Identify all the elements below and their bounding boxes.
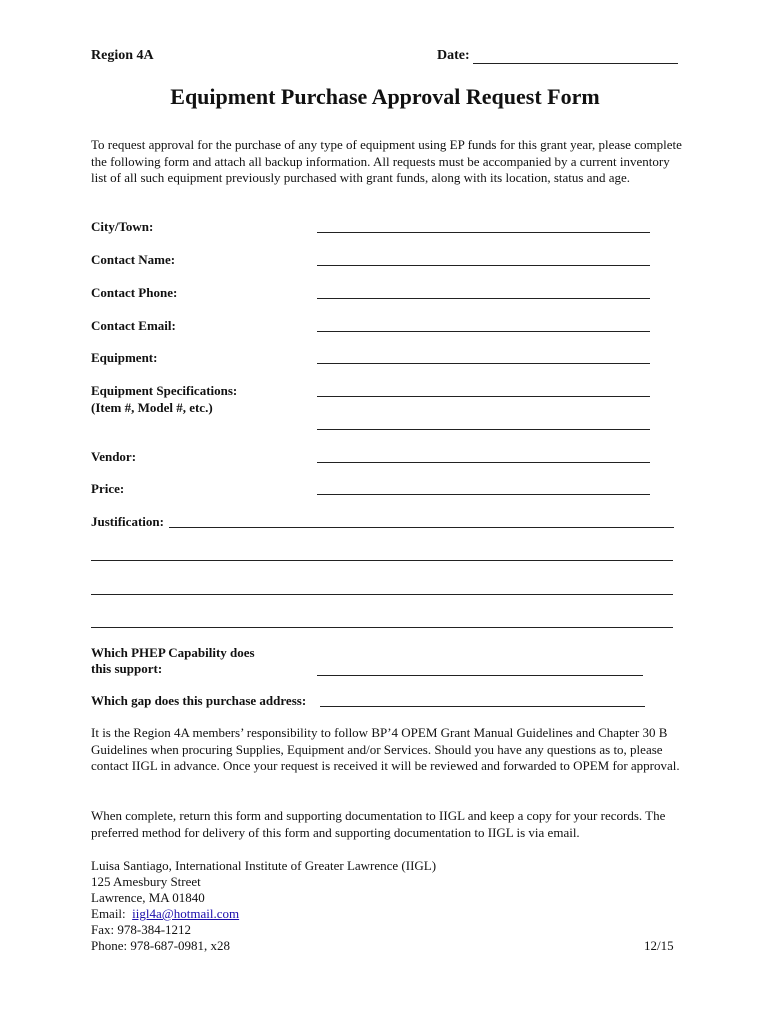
- contact-city: Lawrence, MA 01840: [91, 890, 205, 905]
- return-paragraph: When complete, return this form and supporting documentation to IIGL and keep a copy for your records. The preferred method for delivery of this form and supporting documentation to IIGL is via email.: [91, 808, 666, 840]
- justification-label: Justification:: [91, 514, 164, 529]
- contact-email-label-text: Email:: [91, 906, 126, 921]
- contact-fax: Fax: 978-384-1212: [91, 922, 192, 937]
- price-label: Price:: [91, 481, 125, 496]
- revision-date: 12/15: [644, 938, 674, 953]
- vendor-input-line[interactable]: [317, 462, 650, 463]
- intro-paragraph: To request approval for the purchase of any type of equipment using EP funds for this grant year, please complete the following form and attach all backup information. All requests must be accompanied by a current inventory list of all such equipment previously purchased with grant funds, along with its location, status and age.: [91, 137, 682, 185]
- gap-input-line[interactable]: [320, 706, 645, 707]
- phep-sublabel: this support:: [91, 661, 163, 676]
- equipment-label: Equipment:: [91, 350, 158, 365]
- city-input-line[interactable]: [317, 232, 650, 233]
- contact-name-org: Luisa Santiago, International Institute of Greater Lawrence (IIGL): [91, 858, 437, 873]
- phep-label: Which PHEP Capability does: [91, 645, 255, 660]
- specs-input-line-1[interactable]: [317, 396, 650, 397]
- specs-sublabel: (Item #, Model #, etc.): [91, 400, 213, 415]
- price-input-line[interactable]: [317, 494, 650, 495]
- city-label: City/Town:: [91, 219, 154, 234]
- equipment-input-line[interactable]: [317, 363, 650, 364]
- contact-email-input-line[interactable]: [317, 331, 650, 332]
- region-label: Region 4A: [91, 48, 154, 63]
- justification-input-line-1[interactable]: [169, 527, 674, 528]
- form-title: Equipment Purchase Approval Request Form: [170, 84, 600, 109]
- contact-name-input-line[interactable]: [317, 265, 650, 266]
- contact-email-row: [91, 906, 436, 922]
- specs-label: Equipment Specifications:: [91, 383, 238, 398]
- contact-phone: Phone: 978-687-0981, x28: [91, 938, 231, 953]
- contact-phone-label: Contact Phone:: [91, 285, 178, 300]
- contact-name-label: Contact Name:: [91, 252, 176, 267]
- vendor-label: Vendor:: [91, 449, 137, 464]
- phep-input-line[interactable]: [317, 675, 643, 676]
- contact-street: 125 Amesbury Street: [91, 874, 201, 889]
- date-label: Date:: [437, 48, 470, 63]
- justification-input-line-2[interactable]: [91, 560, 673, 561]
- justification-input-line-3[interactable]: [91, 594, 673, 595]
- responsibility-paragraph: It is the Region 4A members’ responsibility to follow BP’4 OPEM Grant Manual Guidelines and Chapter 30 B Guidelines when procuring Supplies, Equipment and/or Services. Should you have any questions as to, please contact IIGL in advance. Once your request is received it will be reviewed and forwarded to OPEM for approval.: [91, 725, 680, 773]
- justification-input-line-4[interactable]: [91, 627, 673, 628]
- contact-email-label: Contact Email:: [91, 318, 176, 333]
- contact-phone-input-line[interactable]: [317, 298, 650, 299]
- gap-label: Which gap does this purchase address:: [91, 693, 307, 708]
- specs-input-line-2[interactable]: [317, 429, 650, 430]
- contact-block: [91, 858, 436, 954]
- date-input-line[interactable]: [473, 63, 678, 64]
- contact-email-link[interactable]: iigl4a@hotmail.com: [132, 906, 240, 921]
